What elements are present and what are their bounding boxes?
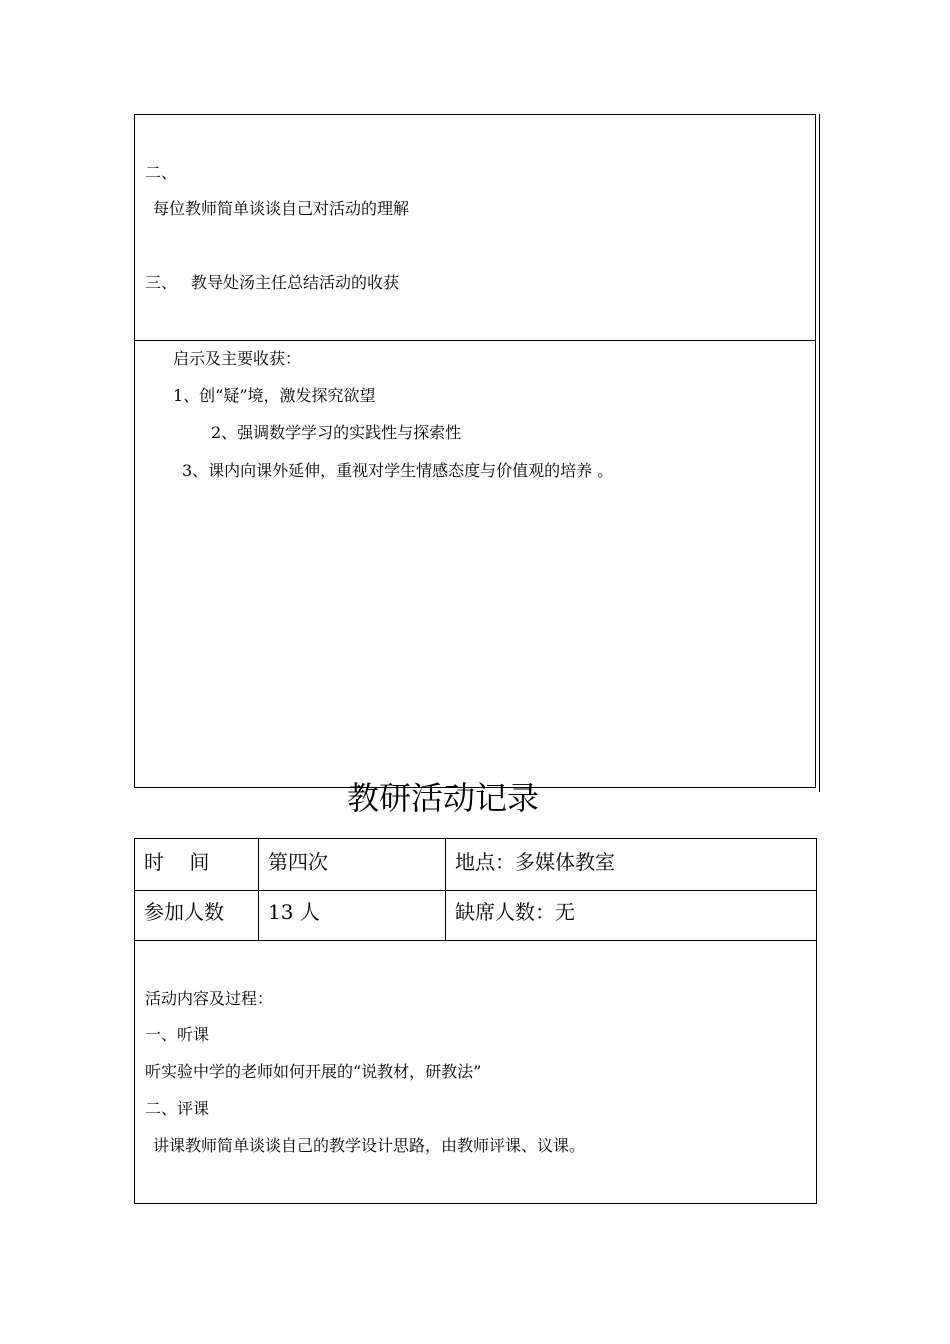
content-line-4: 讲课教师简单谈谈自己的教学设计思路，由教师评课、议课。 — [153, 1136, 586, 1155]
insight-item-2: 2、强调数学学习的实践性与探索性 — [211, 423, 462, 442]
time-label: 时 间 — [144, 850, 210, 874]
content-heading: 活动内容及过程： — [145, 989, 274, 1008]
insight-item-3: 3、课内向课外延伸，重视对学生情感态度与价值观的培养 。 — [182, 461, 614, 480]
location: 地点：多媒体教室 — [455, 850, 615, 874]
activity-continuation-table — [134, 114, 816, 788]
content-line-3: 二、评课 — [145, 1099, 210, 1118]
attendees-label: 参加人数 — [144, 900, 224, 924]
item-3-text: 教导处汤主任总结活动的收获 — [191, 273, 400, 292]
time-value: 第四次 — [268, 850, 328, 874]
absent-count: 缺席人数：无 — [455, 900, 575, 924]
research-record-table — [134, 838, 817, 1204]
item-2-label: 二、 — [145, 163, 178, 182]
attendees-value: 13 人 — [268, 900, 320, 924]
item-3-label: 三、 — [145, 273, 178, 292]
item-2-text: 每位教师简单谈谈自己对活动的理解 — [153, 199, 410, 218]
table-divider — [135, 340, 815, 341]
column-divider — [258, 839, 259, 940]
insight-item-1: 1、创“疑”境，激发探究欲望 — [173, 386, 376, 405]
row-divider — [135, 940, 816, 941]
row-divider — [135, 890, 816, 891]
content-line-2: 听实验中学的老师如何开展的“说教材，研教法” — [145, 1062, 482, 1081]
insights-heading: 启示及主要收获： — [173, 349, 302, 368]
table-right-border — [819, 114, 820, 792]
column-divider — [445, 839, 446, 940]
page-title: 教研活动记录 — [346, 779, 539, 817]
content-line-1: 一、听课 — [145, 1025, 210, 1044]
